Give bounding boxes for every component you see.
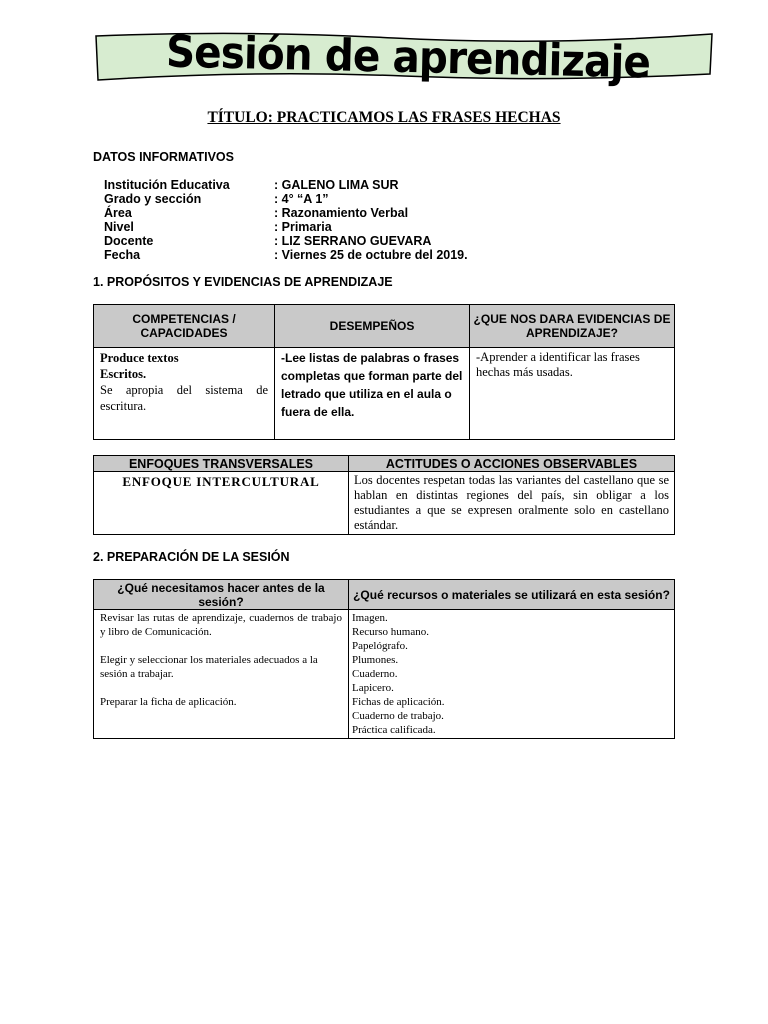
recurso-item: Plumones. [352, 654, 399, 666]
enfoques-table [93, 455, 675, 535]
enfoque-cell: ENFOQUE INTERCULTURAL [94, 472, 349, 535]
desempeno-cell: -Lee listas de palabras o frases completas que forman parte del letrado que utiliza en el aula o fuera de ella. [275, 348, 470, 440]
section2-heading: 2. PREPARACIÓN DE LA SESIÓN [93, 550, 290, 564]
antes-item: Elegir y seleccionar los materiales adecuados a la sesión a trabajar. [100, 654, 318, 680]
antes-cell [94, 610, 349, 739]
recurso-item: Cuaderno. [352, 668, 398, 680]
header-recursos: ¿Qué recursos o materiales se utilizará en esta sesión? [349, 580, 675, 610]
info-value: : 4° “A 1” [274, 192, 329, 206]
info-row [104, 248, 468, 262]
header-evidencias: ¿QUE NOS DARA EVIDENCIAS DE APRENDIZAJE? [470, 305, 675, 348]
recurso-item: Imagen. [352, 612, 388, 624]
info-label: Área [104, 206, 132, 220]
antes-item: Preparar la ficha de aplicación. [100, 696, 237, 708]
title-banner [94, 26, 714, 89]
competencia-title: Produce textos Escritos. [100, 351, 179, 381]
recurso-item: Fichas de aplicación. [352, 696, 445, 708]
info-value: : LIZ SERRANO GUEVARA [274, 234, 432, 248]
competencia-text: Se apropia del sistema de escritura. [100, 383, 268, 413]
recursos-cell [349, 610, 675, 739]
info-value: : Viernes 25 de octubre del 2019. [274, 248, 468, 262]
info-label: Fecha [104, 248, 141, 262]
info-row [104, 234, 468, 248]
header-competencias: COMPETENCIAS / CAPACIDADES [94, 305, 275, 348]
info-row [104, 220, 468, 234]
info-row [104, 192, 468, 206]
header-actitudes: ACTITUDES O ACCIONES OBSERVABLES [349, 456, 675, 472]
info-label: Docente [104, 234, 154, 248]
antes-item: Revisar las rutas de aprendizaje, cuadernos de trabajo y libro de Comunicación. [100, 612, 342, 638]
datos-heading: DATOS INFORMATIVOS [93, 150, 234, 164]
banner-title: Sesión de aprendizaje [165, 26, 651, 89]
header-desempenos: DESEMPEÑOS [275, 305, 470, 348]
preparacion-table [93, 579, 675, 739]
info-row [104, 206, 468, 220]
info-value: : Primaria [274, 220, 332, 234]
info-row [104, 178, 468, 192]
info-value: : Razonamiento Verbal [274, 206, 409, 220]
recurso-item: Lapicero. [352, 682, 394, 694]
info-label: Grado y sección [104, 192, 202, 206]
header-antes: ¿Qué necesitamos hacer antes de la sesión? [94, 580, 349, 610]
recurso-item: Práctica calificada. [352, 724, 436, 736]
datos-informativos [104, 178, 468, 262]
page-title: TÍTULO: PRACTICAMOS LAS FRASES HECHAS [207, 109, 561, 126]
recurso-item: Cuaderno de trabajo. [352, 710, 444, 722]
info-value: : GALENO LIMA SUR [274, 178, 399, 192]
actitud-cell: Los docentes respetan todas las variantes del castellano que se hablan en distintas regiones del país, sin obligar a los estudiantes a que se expresen oralmente solo en castellano estándar. [349, 472, 675, 535]
recurso-item: Papelógrafo. [352, 640, 408, 652]
info-label: Nivel [104, 220, 134, 234]
header-enfoques: ENFOQUES TRANSVERSALES [94, 456, 349, 472]
evidencia-cell: -Aprender a identificar las frases hechas más usadas. [470, 348, 675, 440]
propositos-table [93, 304, 675, 440]
competencia-cell [94, 348, 275, 440]
section1-heading: 1. PROPÓSITOS Y EVIDENCIAS DE APRENDIZAJE [93, 275, 393, 289]
recurso-item: Recurso humano. [352, 626, 429, 638]
info-label: Institución Educativa [104, 178, 230, 192]
